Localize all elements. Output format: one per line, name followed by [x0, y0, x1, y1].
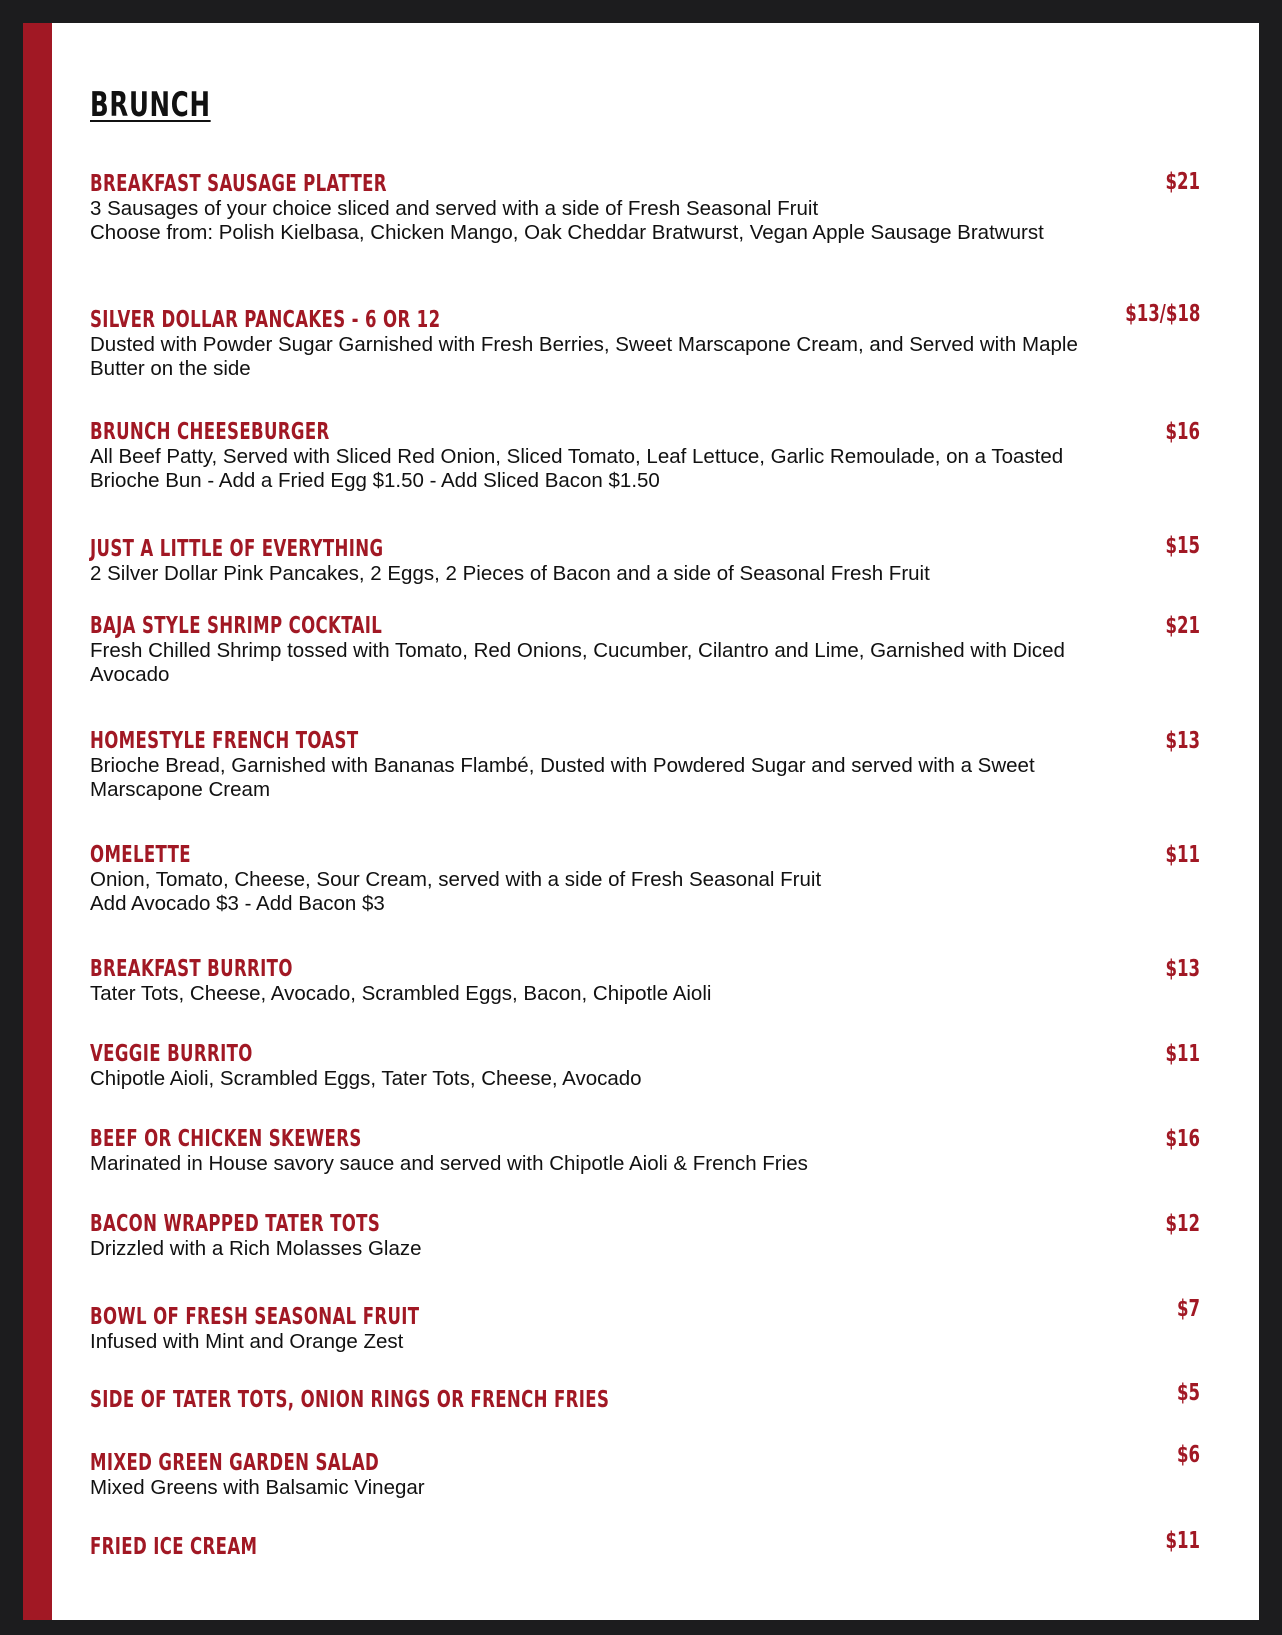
- item-description: Brioche Bread, Garnished with Bananas Flambé, Dusted with Powdered Sugar and served with a Sweet Marscapone Cream: [90, 754, 1035, 801]
- menu-item: [90, 956, 1200, 1006]
- menu-item: [90, 728, 1200, 802]
- item-price: $6: [1176, 1442, 1200, 1468]
- menu-item: [90, 1296, 1200, 1354]
- item-description: Tater Tots, Cheese, Avocado, Scrambled Eggs, Bacon, Chipotle Aioli: [90, 982, 712, 1005]
- item-price: $11: [1165, 842, 1200, 868]
- menu-item: [90, 1442, 1200, 1500]
- item-name: BREAKFAST SAUSAGE PLATTER: [90, 171, 387, 197]
- item-name: SIDE OF TATER TOTS, ONION RINGS OR FRENCH FRIES: [90, 1387, 610, 1413]
- item-name: BOWL OF FRESH SEASONAL FRUIT: [90, 1304, 420, 1330]
- item-description: Dusted with Powder Sugar Garnished with Fresh Berries, Sweet Marscapone Cream, and Served with Maple Butter on the side: [90, 333, 1078, 380]
- menu-item: [90, 171, 1200, 245]
- item-name: BRUNCH CHEESEBURGER: [90, 419, 330, 445]
- item-description: Drizzled with a Rich Molasses Glaze: [90, 1237, 422, 1260]
- item-name: BACON WRAPPED TATER TOTS: [90, 1211, 381, 1237]
- menu-title: BRUNCH: [90, 85, 211, 125]
- menu-item: [90, 1380, 1200, 1413]
- item-description: Chipotle Aioli, Scrambled Eggs, Tater Tots, Cheese, Avocado: [90, 1067, 642, 1090]
- item-description: Infused with Mint and Orange Zest: [90, 1330, 404, 1353]
- menu-item: [90, 613, 1200, 687]
- item-name: VEGGIE BURRITO: [90, 1041, 253, 1067]
- item-price: $13: [1165, 728, 1200, 754]
- menu-item: [90, 419, 1200, 493]
- menu-item: [90, 301, 1200, 381]
- item-price: $12: [1165, 1211, 1200, 1237]
- item-price: $13/$18: [1124, 301, 1200, 327]
- item-description: Fresh Chilled Shrimp tossed with Tomato, Red Onions, Cucumber, Cilantro and Lime, Garnished with Diced Avocado: [90, 639, 1065, 686]
- item-description: Mixed Greens with Balsamic Vinegar: [90, 1476, 425, 1499]
- item-description: 2 Silver Dollar Pink Pancakes, 2 Eggs, 2 Pieces of Bacon and a side of Seasonal Fresh Fruit: [90, 562, 930, 585]
- menu-item: [90, 842, 1200, 916]
- item-price: $15: [1165, 533, 1200, 559]
- item-name: JUST A LITTLE OF EVERYTHING: [90, 536, 384, 562]
- menu-item: [90, 1211, 1200, 1261]
- menu-item: [90, 1041, 1200, 1091]
- item-name: SILVER DOLLAR PANCAKES - 6 OR 12: [90, 307, 441, 333]
- item-price: $16: [1165, 1126, 1200, 1152]
- accent-bar: [23, 23, 52, 1620]
- item-price: $7: [1176, 1296, 1200, 1322]
- item-name: HOMESTYLE FRENCH TOAST: [90, 728, 359, 754]
- item-description: Marinated in House savory sauce and served with Chipotle Aioli & French Fries: [90, 1152, 808, 1175]
- item-name: MIXED GREEN GARDEN SALAD: [90, 1450, 380, 1476]
- item-name: OMELETTE: [90, 842, 191, 868]
- item-description: All Beef Patty, Served with Sliced Red Onion, Sliced Tomato, Leaf Lettuce, Garlic Remoulade, on a Toasted Brioche Bun - Add a Fried Egg $1.50 - Add Sliced Bacon $1.50: [90, 445, 1064, 492]
- menu-item: [90, 1126, 1200, 1176]
- menu-item: [90, 1528, 1200, 1560]
- item-name: BEEF OR CHICKEN SKEWERS: [90, 1126, 362, 1152]
- item-name: BREAKFAST BURRITO: [90, 956, 293, 982]
- item-price: $21: [1165, 169, 1200, 195]
- item-price: $5: [1176, 1380, 1200, 1406]
- menu-item: [90, 533, 1200, 586]
- item-price: $11: [1165, 1041, 1200, 1067]
- item-description: Onion, Tomato, Cheese, Sour Cream, served with a side of Fresh Seasonal Fruit Add Avocado $3 - Add Bacon $3: [90, 868, 822, 915]
- item-price: $13: [1165, 956, 1200, 982]
- item-name: BAJA STYLE SHRIMP COCKTAIL: [90, 613, 383, 639]
- item-price: $16: [1165, 419, 1200, 445]
- menu-page: [23, 23, 1259, 1620]
- item-price: $21: [1165, 613, 1200, 639]
- item-name: FRIED ICE CREAM: [90, 1534, 258, 1560]
- item-price: $11: [1165, 1528, 1200, 1554]
- item-description: 3 Sausages of your choice sliced and served with a side of Fresh Seasonal Fruit Choose from: Polish Kielbasa, Chicken Mango, Oak Cheddar Bratwurst, Vegan Apple Sausage Bratwurst: [90, 197, 1044, 244]
